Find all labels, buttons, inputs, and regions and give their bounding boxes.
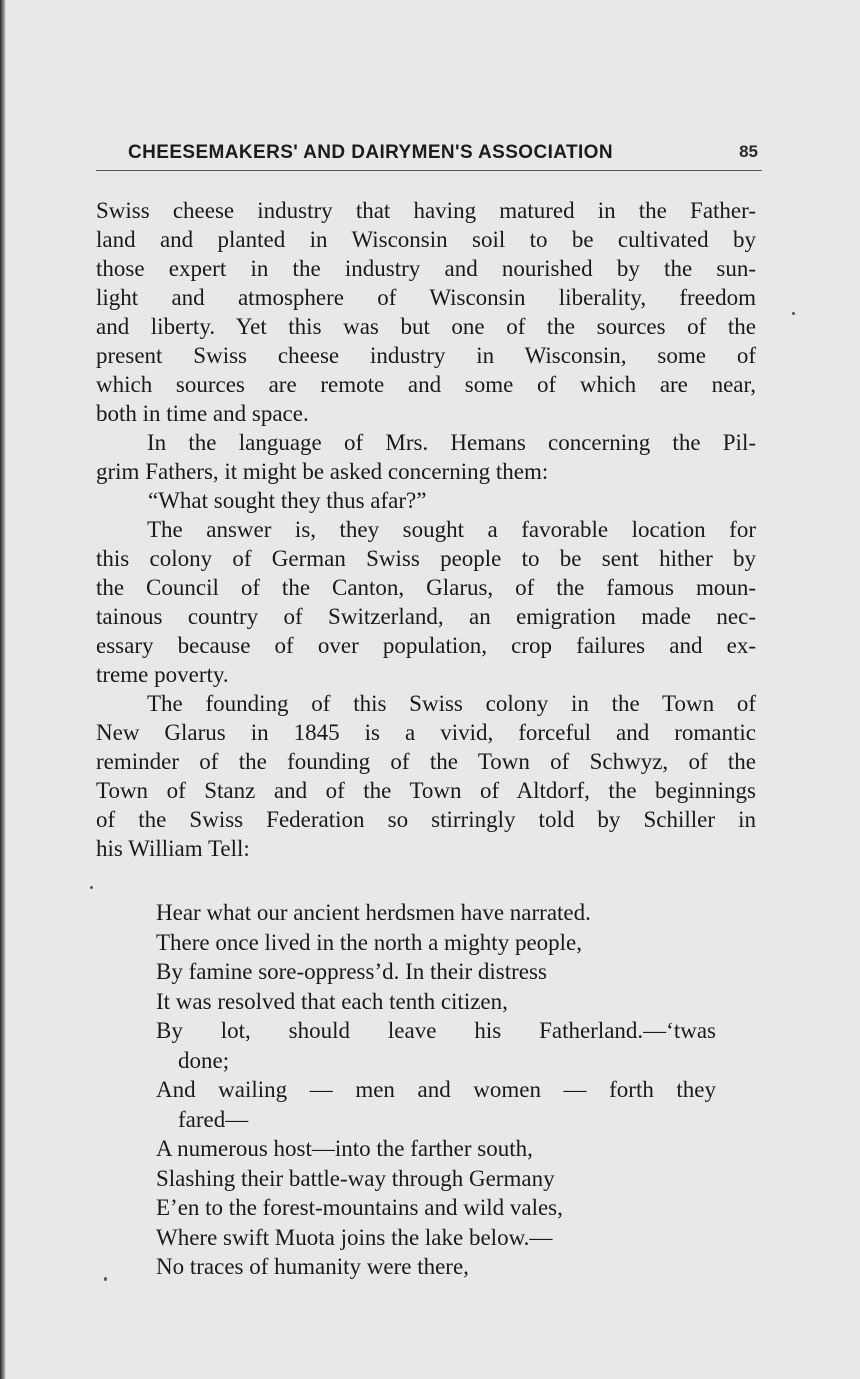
text-line: his William Tell: — [96, 836, 250, 861]
body-text — [96, 196, 756, 863]
text-line: The founding of this Swiss colony in the Town of — [147, 691, 756, 716]
poem-line: A numerous host—into the farther south, — [156, 1136, 533, 1161]
scan-speck — [90, 886, 93, 889]
paragraph — [96, 196, 756, 428]
running-title: CHEESEMAKERS' AND DAIRYMEN'S ASSOCIATION — [128, 142, 613, 163]
text-line: those expert in the industry and nourished by the sun- — [96, 256, 756, 281]
text-line: this colony of German Swiss people to be sent hither by — [96, 546, 756, 571]
text-line: both in time and space. — [96, 401, 309, 426]
poem-excerpt — [156, 898, 716, 1282]
poem-line: By lot, should leave his Fatherland.—‘twas — [156, 1018, 716, 1043]
text-line: and liberty. Yet this was but one of the sources of the — [96, 314, 756, 339]
scan-speck — [104, 1277, 107, 1281]
page-number: 85 — [739, 142, 758, 161]
text-line: grim Fathers, it might be asked concerning them: — [96, 459, 549, 484]
poem-line: It was resolved that each tenth citizen, — [156, 988, 508, 1014]
text-line: The answer is, they sought a favorable location for — [147, 517, 756, 542]
quotation — [96, 486, 756, 515]
text-line: the Council of the Canton, Glarus, of the famous moun- — [96, 575, 756, 600]
text-line: “What sought they thus afar?” — [148, 488, 427, 513]
page-binding-edge — [0, 0, 6, 1379]
text-line: which sources are remote and some of which are near, — [96, 372, 756, 397]
poem-line: There once lived in the north a mighty people, — [156, 929, 583, 955]
poem-line: Slashing their battle-way through Germany — [156, 1165, 555, 1191]
poem-line: E’en to the forest-mountains and wild vales, — [156, 1195, 563, 1220]
text-line: tainous country of Switzerland, an emigration made nec- — [96, 604, 756, 629]
text-line: present Swiss cheese industry in Wisconsin, some of — [96, 343, 756, 368]
text-line: New Glarus in 1845 is a vivid, forceful and romantic — [96, 720, 756, 745]
poem-line: And wailing — men and women — forth they — [156, 1077, 716, 1102]
header-rule — [96, 170, 762, 171]
paragraph — [96, 515, 756, 689]
poem-line: No traces of humanity were there, — [156, 1254, 469, 1279]
paragraph — [96, 689, 756, 863]
poem-line-continuation: done; — [178, 1047, 230, 1073]
text-line: light and atmosphere of Wisconsin liberality, freedom — [96, 285, 756, 310]
scan-speck — [792, 312, 795, 315]
text-line: Town of Stanz and of the Town of Altdorf, the beginnings — [96, 778, 756, 803]
poem-line: Where swift Muota joins the lake below.— — [156, 1224, 553, 1250]
text-line: In the language of Mrs. Hemans concerning the Pil- — [147, 430, 756, 455]
poem-line: Hear what our ancient herdsmen have narrated. — [156, 900, 591, 925]
poem-line: By famine sore-oppress’d. In their distress — [156, 959, 547, 984]
text-line: treme poverty. — [96, 662, 229, 687]
running-header — [96, 140, 762, 174]
text-line: reminder of the founding of the Town of Schwyz, of the — [96, 749, 756, 774]
text-line: of the Swiss Federation so stirringly told by Schiller in — [96, 807, 756, 832]
text-line: land and planted in Wisconsin soil to be cultivated by — [96, 227, 756, 252]
text-line: Swiss cheese industry that having matured in the Father- — [96, 198, 756, 223]
poem-line-continuation: fared— — [178, 1106, 249, 1132]
paragraph — [96, 428, 756, 486]
text-line: essary because of over population, crop failures and ex- — [96, 633, 756, 658]
